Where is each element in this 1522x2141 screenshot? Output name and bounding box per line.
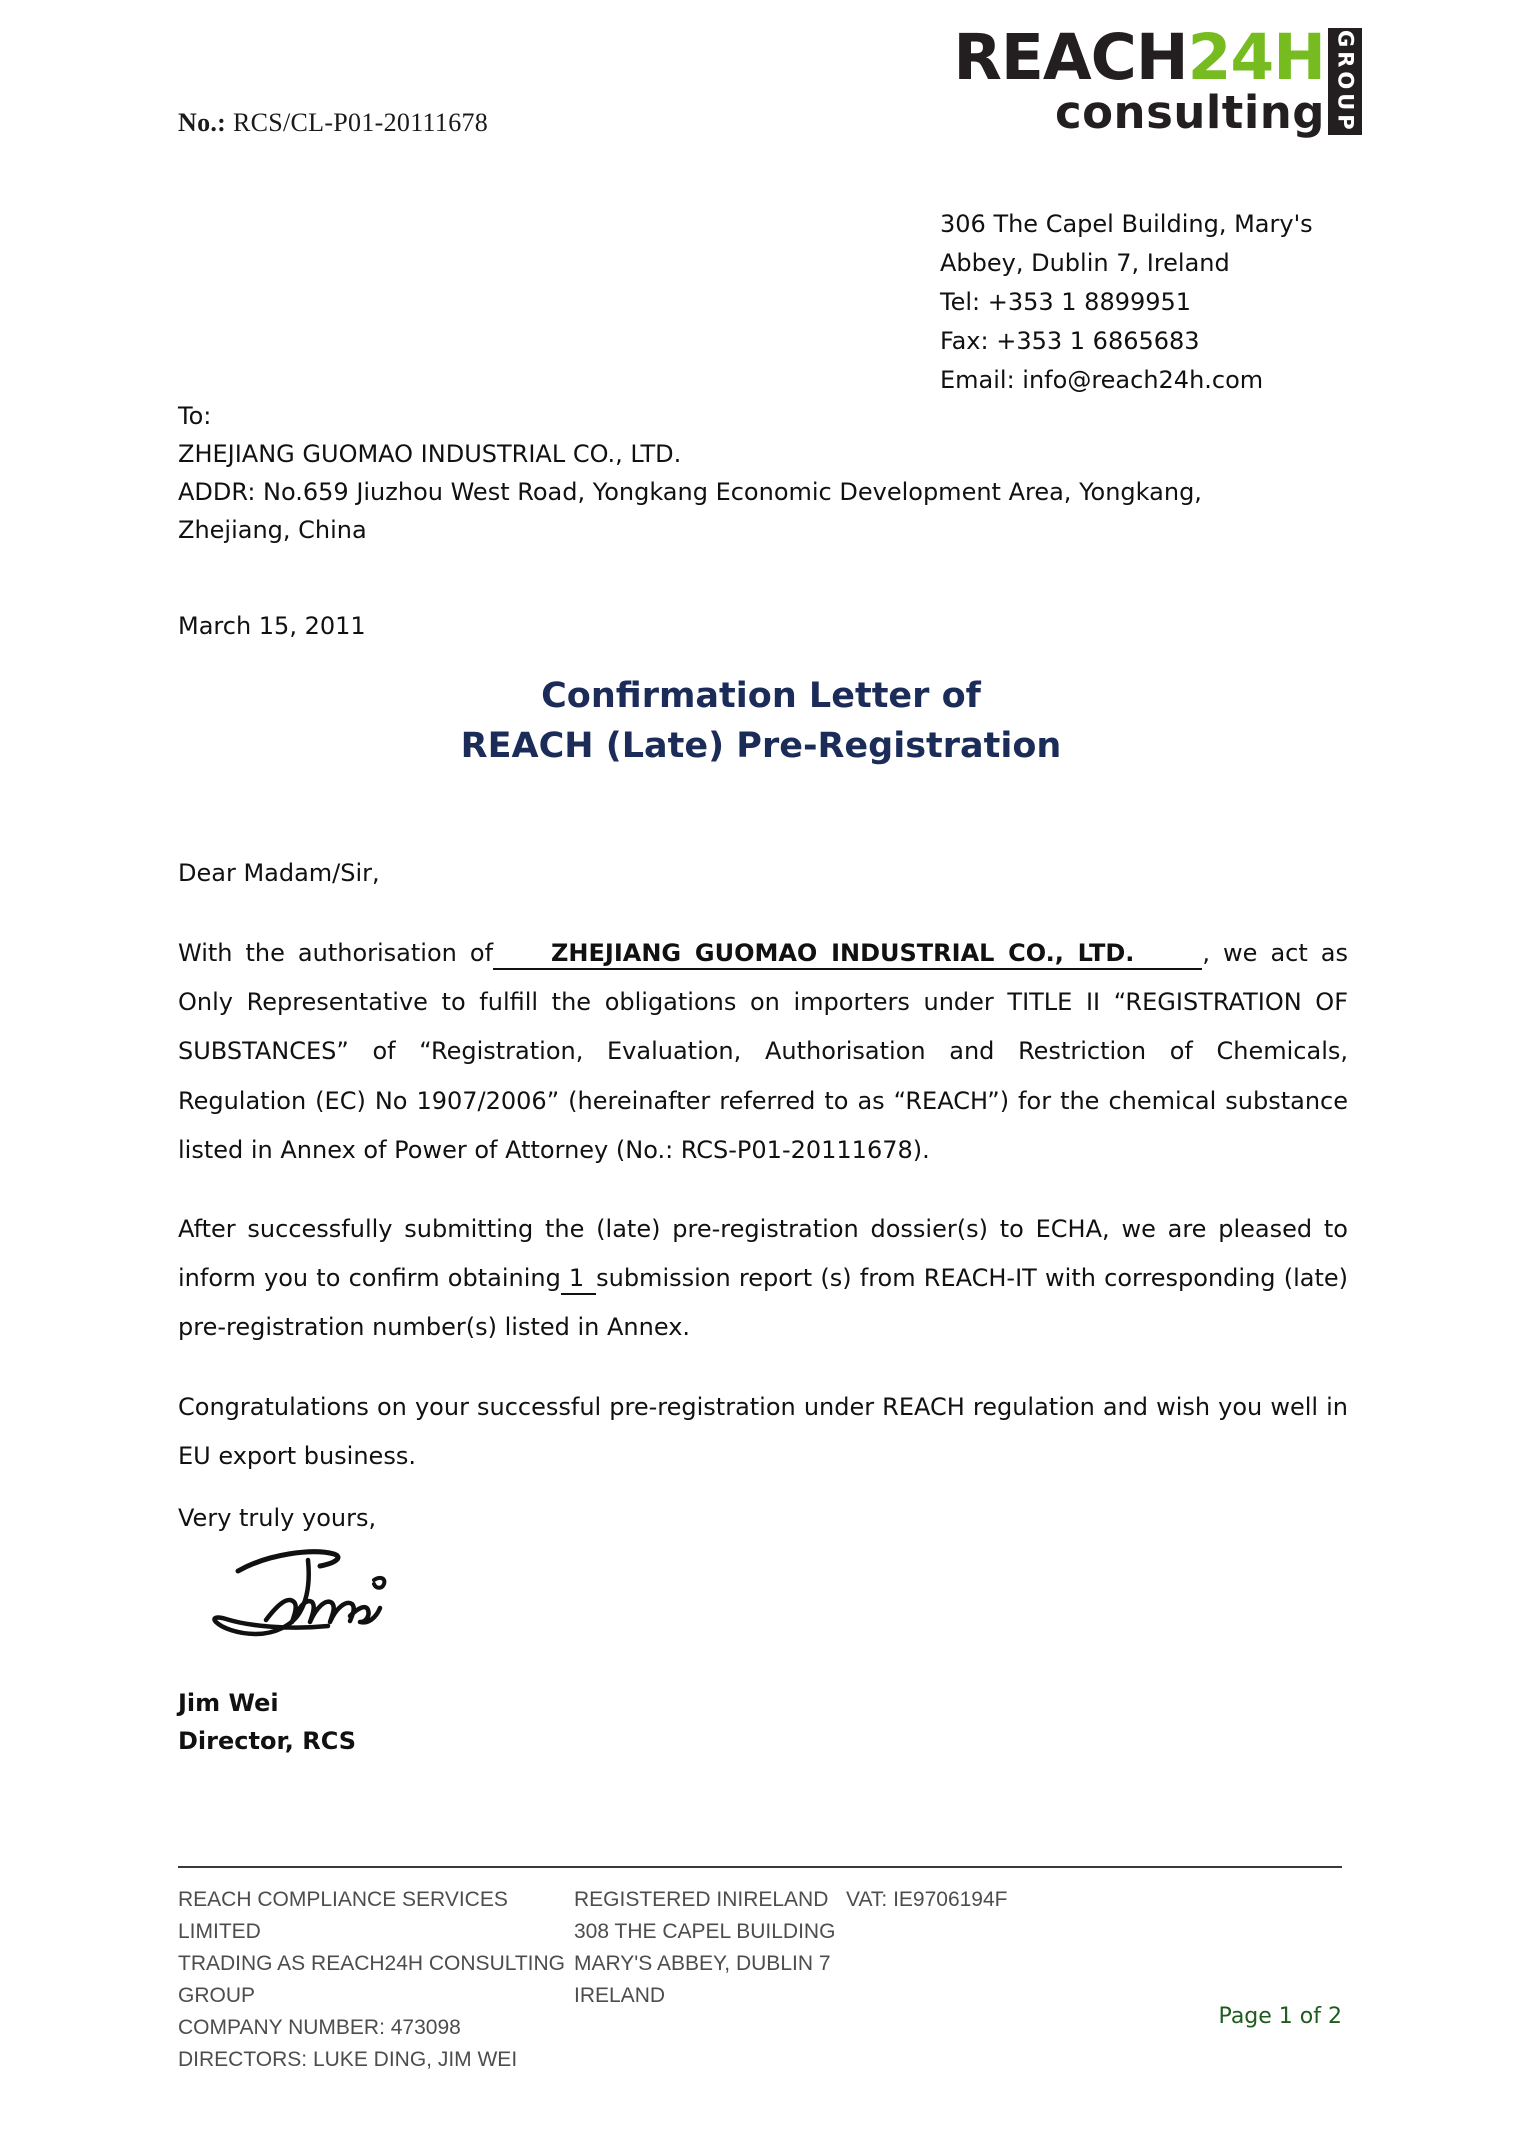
footer-registration-column <box>574 1884 846 2075</box>
page-footer <box>178 1884 1342 2075</box>
authorised-company-field: ZHEJIANG GUOMAO INDUSTRIAL CO., LTD. <box>493 939 1202 970</box>
footer-line: TRADING AS REACH24H CONSULTING GROUP <box>178 1951 566 2007</box>
reach24h-logo <box>953 21 1362 139</box>
footer-line: COMPANY NUMBER: 473098 <box>178 2015 461 2039</box>
letter-paragraph-authorisation <box>178 929 1348 1175</box>
paragraph1-prefix: With the authorisation of <box>178 939 494 967</box>
paragraph2-suffix: submission report (s) from REACH-IT with corresponding (late) pre-registration number(s) listed in Annex. <box>178 1264 1348 1342</box>
letter-salutation: Dear Madam/Sir, <box>178 859 380 887</box>
signatory-role: Director, RCS <box>178 1727 357 1756</box>
paragraph1-suffix: , we act as Only Representative to fulfill the obligations on importers under TITLE II “REGISTRATION OF SUBSTANCES” of “Registration, Evaluation, Authorisation and Restriction of Chemicals, Regulation (EC) No 1907/2006” (hereinafter referred to as “REACH”) for the chemical substance listed in Annex of Power of Attorney (No.: RCS-P01-20111678). <box>178 939 1349 1164</box>
handwritten-signature-icon <box>208 1546 498 1656</box>
recipient-address: ADDR: No.659 Jiuzhou West Road, Yongkang Economic Development Area, Yongkang, Zhejiang, China <box>178 477 1202 544</box>
footer-company-column <box>178 1884 574 2075</box>
recipient-company: ZHEJIANG GUOMAO INDUSTRIAL CO., LTD. <box>178 439 682 468</box>
paragraph2-prefix: After successfully submitting the (late) pre-registration dossier(s) to ECHA, we are pleased to inform you to confirm obtaining <box>178 1214 1348 1293</box>
footer-line: 308 THE CAPEL BUILDING <box>574 1919 836 1943</box>
footer-vat-column <box>846 1884 1342 2075</box>
letter-title-line-1: Confirmation Letter of <box>541 676 981 716</box>
footer-line: MARY'S ABBEY, DUBLIN 7 <box>574 1951 831 1975</box>
logo-group-badge <box>1328 28 1362 135</box>
sender-fax: Fax: +353 1 6865683 <box>940 326 1200 355</box>
recipient-to-label: To: <box>178 402 212 430</box>
sender-address-line-1: 306 The Capel Building, Mary's <box>940 210 1313 238</box>
logo-brand-line <box>953 21 1325 94</box>
signature-closing: Very truly yours, <box>178 1504 377 1532</box>
document-number <box>178 108 488 138</box>
logo-brand-24h: 24H <box>1187 21 1325 94</box>
footer-line: REGISTERED INIRELAND <box>574 1888 829 1911</box>
letter-date: March 15, 2011 <box>178 612 366 640</box>
document-number-label: No.: <box>178 108 227 137</box>
page-number: Page 1 of 2 <box>1218 2004 1342 2029</box>
letter-paragraph-congratulations: Congratulations on your successful pre-registration under REACH regulation and wish you well in EU export business. <box>178 1392 1348 1470</box>
letter-title-line-2: REACH (Late) Pre-Registration <box>460 725 1062 766</box>
footer-line: REACH COMPLIANCE SERVICES LIMITED <box>178 1888 508 1943</box>
logo-subtitle: consulting <box>1054 85 1325 139</box>
footer-vat-number: VAT: IE9706194F <box>846 1888 1008 1911</box>
letter-title <box>0 672 1522 771</box>
signature-block <box>178 1500 498 1761</box>
logo-group-badge-label: GROUP <box>1333 29 1358 134</box>
recipient-block <box>178 398 1298 550</box>
submission-report-count-field: 1 <box>561 1264 596 1295</box>
sender-address-line-2: Abbey, Dublin 7, Ireland <box>940 248 1230 277</box>
sender-address-block <box>940 205 1313 399</box>
logo-brand-reach: REACH <box>953 21 1188 94</box>
footer-divider <box>178 1866 1342 1868</box>
page-header <box>0 0 1522 180</box>
signatory-name: Jim Wei <box>178 1689 279 1717</box>
sender-phone: Tel: +353 1 8899951 <box>940 287 1192 316</box>
document-number-value: RCS/CL-P01-20111678 <box>232 108 489 137</box>
sender-email: Email: info@reach24h.com <box>940 365 1264 394</box>
logo-wordmark <box>953 21 1325 139</box>
footer-line: IRELAND <box>574 1983 666 2007</box>
letter-body <box>178 855 1348 1511</box>
footer-line: DIRECTORS: LUKE DING, JIM WEI <box>178 2047 518 2071</box>
letter-paragraph-submission <box>178 1205 1348 1353</box>
